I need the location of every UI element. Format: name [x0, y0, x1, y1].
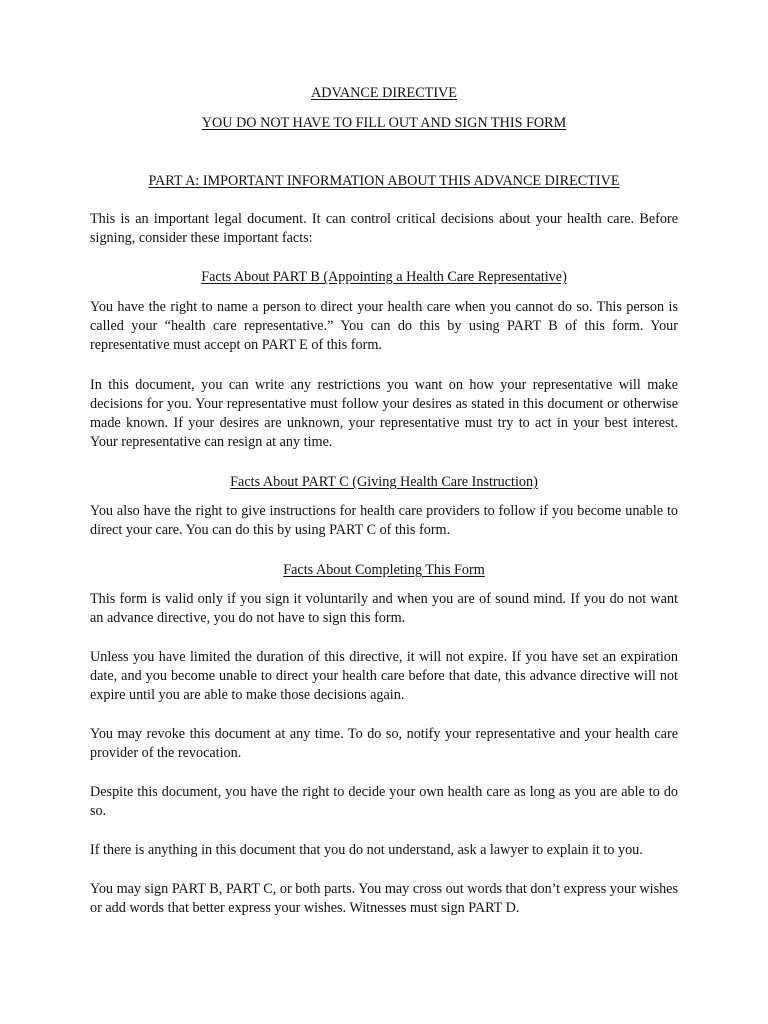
document-subtitle: YOU DO NOT HAVE TO FILL OUT AND SIGN THIS FORM [201, 115, 567, 131]
section-c-heading: Facts About PART C (Giving Health Care Instruction) [230, 474, 538, 490]
section-c-paragraph-1: You also have the right to give instructions for health care providers to follow if you become unable to direct your care. You can do this by using PART C of this form. [90, 503, 678, 538]
completing-paragraph-6: You may sign PART B, PART C, or both parts. You may cross out words that don’t express your wishes or add words that better express your wishes. Witnesses must sign PART D. [90, 881, 678, 916]
part-a-heading: PART A: IMPORTANT INFORMATION ABOUT THIS ADVANCE DIRECTIVE [148, 173, 620, 189]
section-b-heading: Facts About PART B (Appointing a Health Care Representative) [201, 269, 567, 285]
completing-paragraph-5: If there is anything in this document that you do not understand, ask a lawyer to explain it to you. [90, 842, 643, 858]
completing-paragraph-1: This form is valid only if you sign it voluntarily and when you are of sound mind. If you do not want an advance directive, you do not have to sign this form. [90, 591, 678, 626]
intro-paragraph: This is an important legal document. It can control critical decisions about your health care. Before signing, consider these important facts: [90, 211, 678, 246]
completing-paragraph-3: You may revoke this document at any time. To do so, notify your representative and your health care provider of the revocation. [90, 726, 678, 761]
section-completing-heading: Facts About Completing This Form [283, 562, 485, 578]
completing-paragraph-2: Unless you have limited the duration of this directive, it will not expire. If you have set an expiration date, and you become unable to direct your health care before that date, this advance directive will not expire until you are able to make those decisions again. [90, 649, 678, 703]
section-b-paragraph-1: You have the right to name a person to direct your health care when you cannot do so. This person is called your “health care representative.” You can do this by using PART B of this form. Your representative must accept on PART E of this form. [90, 299, 678, 353]
section-b-paragraph-2: In this document, you can write any restrictions you want on how your representative will make decisions for you. Your representative must follow your desires as stated in this document or otherwise made known. If your desires are unknown, your representative must try to act in your best interest. Your representative can resign at any time. [90, 377, 678, 450]
completing-paragraph-4: Despite this document, you have the right to decide your own health care as long as you are able to do so. [90, 784, 678, 819]
document-title: ADVANCE DIRECTIVE [311, 85, 457, 101]
